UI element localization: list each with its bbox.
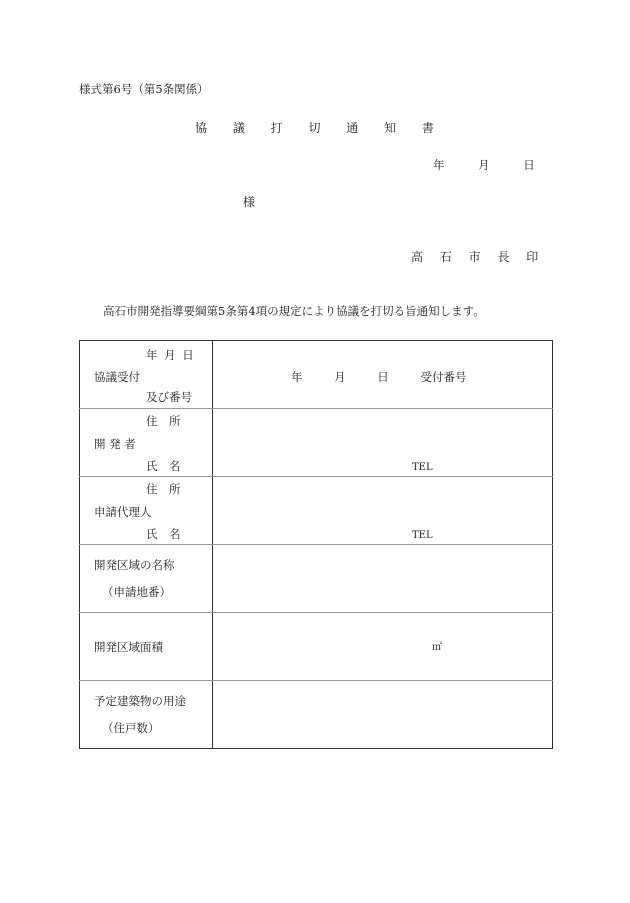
area-name-value-cell[interactable] (213, 545, 553, 613)
consultation-label-main: 協議受付 (94, 370, 140, 384)
area-unit: ㎡ (432, 642, 442, 653)
body-text: 高石市開発指導要綱第5条第4項の規定により協議を打切る旨通知します。 (103, 304, 485, 318)
agent-label-main: 申請代理人 (94, 505, 152, 519)
agent-label-address: 住 所 (146, 482, 181, 496)
consultation-date-number: 年 月 日 受付番号 (291, 370, 467, 384)
area-size-label-cell (80, 613, 213, 681)
agent-label-name: 氏 名 (146, 527, 181, 541)
consultation-label-cell (80, 341, 213, 409)
developer-label-name: 氏 名 (146, 459, 181, 473)
developer-tel-label: TEL (412, 462, 433, 473)
agent-value-cell[interactable] (213, 477, 553, 545)
building-use-label-cell (80, 681, 213, 749)
building-use-sublabel: （住戸数） (102, 721, 160, 735)
agent-tel-label: TEL (412, 530, 433, 541)
consultation-label-date: 年 月 日 (146, 348, 194, 362)
form-number: 様式第6号（第5条関係） (79, 82, 209, 96)
table-row-area-size (80, 613, 553, 681)
date-line: 年 月 日 (433, 158, 535, 172)
developer-label-address: 住 所 (146, 414, 181, 428)
area-name-sublabel: （申請地番） (102, 585, 171, 599)
table-row-agent (80, 477, 553, 545)
consultation-value-cell[interactable] (213, 341, 553, 409)
document-title: 協 議 打 切 通 知 書 (195, 121, 445, 135)
area-name-label: 開発区域の名称 (94, 558, 175, 572)
developer-label-main: 開 発 者 (94, 437, 136, 451)
area-name-label-cell (80, 545, 213, 613)
area-size-label: 開発区域面積 (94, 640, 163, 654)
sender-mayor-seal: 高 石 市 長 印 (411, 250, 539, 264)
table-row-developer (80, 409, 553, 477)
developer-value-cell[interactable] (213, 409, 553, 477)
building-use-value-cell[interactable] (213, 681, 553, 749)
building-use-label: 予定建築物の用途 (94, 694, 186, 708)
info-table (79, 340, 553, 749)
table-row-building-use (80, 681, 553, 749)
agent-label-cell (80, 477, 213, 545)
table-row-area-name (80, 545, 553, 613)
area-size-value-cell[interactable] (213, 613, 553, 681)
developer-label-cell (80, 409, 213, 477)
table-row-consultation (80, 341, 553, 409)
recipient-honorific: 様 (243, 195, 256, 209)
consultation-label-number: 及び番号 (146, 390, 192, 404)
